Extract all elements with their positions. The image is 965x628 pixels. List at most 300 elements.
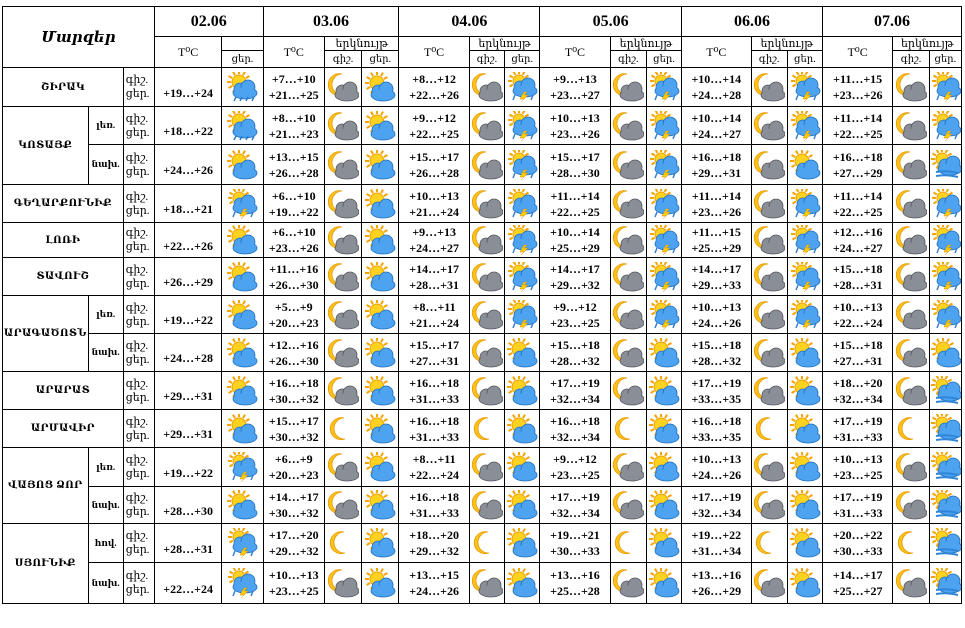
moon-cloud-icon xyxy=(470,150,504,180)
day-weather-cell xyxy=(929,223,961,258)
night-weather-cell xyxy=(324,334,361,372)
temp-range-cell xyxy=(822,258,892,296)
date-header: 05.06 xyxy=(540,7,682,37)
night-label: գիշ. xyxy=(125,377,149,390)
subregion-label: լեռ. xyxy=(88,296,123,334)
day-temp: +30…+33 xyxy=(550,544,600,558)
sun-storm-icon xyxy=(647,300,681,330)
temp-range-cell xyxy=(682,223,751,258)
day-weather-cell xyxy=(929,563,961,604)
sun-cloud-icon xyxy=(505,490,539,520)
night-temp: +15…+17 xyxy=(550,149,600,164)
temp-range-cell xyxy=(682,185,751,223)
region-name: ԼՈՌԻ xyxy=(3,223,124,258)
day-weather-cell xyxy=(646,487,681,524)
moon-cloud-icon xyxy=(325,262,361,292)
moon-cloud-icon xyxy=(752,262,787,292)
sun-cloud-icon xyxy=(788,452,822,482)
sun-cloud-icon xyxy=(647,452,681,482)
day-weather-cell xyxy=(787,372,822,410)
sun-cloud-icon xyxy=(362,111,398,141)
sun-cloud-icon xyxy=(222,150,262,180)
moon-cloud-icon xyxy=(752,338,787,368)
day-temp: +27…+29 xyxy=(832,165,883,180)
time-labels xyxy=(123,223,154,258)
night-weather-cell xyxy=(751,107,787,145)
night-label: գիշ. xyxy=(125,301,149,314)
weather-cell xyxy=(222,107,263,145)
day-weather-cell xyxy=(787,487,822,524)
temp-range-cell xyxy=(822,524,892,563)
subregion-label: լեռ. xyxy=(88,448,123,487)
night-temp: +10…+13 xyxy=(409,188,459,203)
moon-cloud-icon xyxy=(752,225,787,255)
day-temp: +26…+28 xyxy=(268,165,319,180)
night-temp: +18…+20 xyxy=(409,528,459,542)
sun-storm-icon xyxy=(222,528,262,558)
sun-cloud-icon xyxy=(222,376,262,406)
night-weather-cell xyxy=(893,372,929,410)
sun-cloud-icon xyxy=(788,414,822,444)
sun-cloud-icon xyxy=(505,568,539,598)
night-temp: +19…+21 xyxy=(550,528,600,542)
day-weather-cell xyxy=(362,372,399,410)
day-temp: +22…+26 xyxy=(409,88,459,102)
sun-cloud-icon xyxy=(362,376,398,406)
day-weather-cell xyxy=(505,563,540,604)
sun-wind-icon xyxy=(930,568,961,598)
moon-cloud-icon xyxy=(325,300,361,330)
day-weather-cell xyxy=(787,334,822,372)
night-weather-cell xyxy=(469,68,504,107)
day-temp: +25…+29 xyxy=(550,241,600,255)
sun-storm-icon xyxy=(505,72,539,102)
sun-cloud-icon xyxy=(222,414,262,444)
day-temp: +19…+22 xyxy=(163,313,213,327)
night-temp: +10…+13 xyxy=(832,452,883,466)
night-temp: +11…+14 xyxy=(833,188,883,203)
time-labels xyxy=(123,524,154,563)
time-labels xyxy=(123,410,154,448)
date-header: 06.06 xyxy=(682,7,823,37)
sun-cloud-icon xyxy=(788,490,822,520)
temp-range-cell xyxy=(399,145,469,185)
moon-cloud-icon xyxy=(611,225,646,255)
temp-range-cell xyxy=(822,107,892,145)
temp-range-cell xyxy=(682,372,751,410)
temp-range-cell xyxy=(263,372,324,410)
weather-cell xyxy=(222,334,263,372)
sun-storm-icon xyxy=(505,300,539,330)
table-row xyxy=(3,68,962,107)
moon-cloud-icon xyxy=(893,376,928,406)
moon-cloud-icon xyxy=(611,452,646,482)
day-temp: +31…+33 xyxy=(409,506,459,520)
temp-range-cell xyxy=(263,448,324,487)
night-temp: +17…+19 xyxy=(832,413,883,428)
night-label: գիշ. xyxy=(125,454,149,466)
day-weather-cell xyxy=(646,410,681,448)
sun-cloud-icon xyxy=(222,490,262,520)
night-weather-cell xyxy=(610,372,646,410)
time-labels xyxy=(123,68,154,107)
day-header: ցեր. xyxy=(362,51,399,68)
night-temp: +8…+10 xyxy=(271,110,316,125)
night-weather-cell xyxy=(751,296,787,334)
sun-cloud-icon xyxy=(505,338,539,368)
day-temp: +31…+34 xyxy=(691,544,742,558)
temp-range-cell xyxy=(540,107,610,145)
weather-cell xyxy=(222,185,263,223)
forecast-table xyxy=(2,6,962,604)
sun-wind-icon xyxy=(930,150,961,180)
day-temp: +24…+26 xyxy=(409,584,459,598)
moon-cloud-icon xyxy=(611,568,646,598)
night-weather-cell xyxy=(324,487,361,524)
moon-cloud-icon xyxy=(893,262,928,292)
night-weather-cell xyxy=(324,410,361,448)
day-temp-cell xyxy=(154,107,221,145)
day-temp: +28…+31 xyxy=(832,277,883,292)
table-row xyxy=(3,410,962,448)
sun-rain-icon xyxy=(222,72,262,102)
night-weather-cell xyxy=(751,448,787,487)
temp-range-cell xyxy=(682,487,751,524)
temp-range-cell xyxy=(399,334,469,372)
day-temp: +29…+32 xyxy=(550,277,600,292)
sun-rain-icon xyxy=(222,111,262,141)
night-temp: +14…+17 xyxy=(268,490,319,504)
weather-cell xyxy=(222,68,263,107)
day-temp: +27…+31 xyxy=(832,353,883,368)
weather-cell xyxy=(222,296,263,334)
day-temp: +23…+25 xyxy=(832,468,883,482)
moon-cloud-icon xyxy=(611,150,646,180)
day-temp: +21…+24 xyxy=(409,204,459,219)
night-temp: +6…+9 xyxy=(274,452,313,466)
region-name: ԱՐԱԳԱԾՈՏՆ xyxy=(3,296,89,372)
sun-wind-icon xyxy=(930,452,961,482)
temp-range-cell xyxy=(682,296,751,334)
day-temp: +29…+32 xyxy=(268,544,319,558)
day-weather-cell xyxy=(646,145,681,185)
day-temp-cell xyxy=(154,448,221,487)
temp-range-cell xyxy=(263,258,324,296)
temp-range-cell xyxy=(263,185,324,223)
day-weather-cell xyxy=(362,107,399,145)
day-temp-cell xyxy=(154,258,221,296)
night-temp: +11…+16 xyxy=(269,261,319,276)
night-weather-cell xyxy=(751,258,787,296)
moon-cloud-icon xyxy=(470,300,504,330)
day-label: ցեր. xyxy=(125,544,150,556)
day-temp: +22…+24 xyxy=(832,315,883,330)
day-weather-cell xyxy=(787,107,822,145)
day-weather-cell xyxy=(362,223,399,258)
day-temp: +21…+24 xyxy=(409,315,459,330)
day-temp-cell xyxy=(154,487,221,524)
temp-range-cell xyxy=(263,296,324,334)
moon-cloud-icon xyxy=(611,262,646,292)
region-name: ԳԵՂԱՐՔՈՒՆԻՔ xyxy=(3,185,124,223)
day-weather-cell xyxy=(787,223,822,258)
night-weather-cell xyxy=(751,185,787,223)
weather-cell xyxy=(222,145,263,185)
temp-range-cell xyxy=(822,448,892,487)
temp-range-cell xyxy=(682,563,751,604)
night-temp: +13…+16 xyxy=(550,568,600,582)
moon-cloud-icon xyxy=(752,150,787,180)
temp-range-cell xyxy=(399,258,469,296)
temp-range-cell xyxy=(399,448,469,487)
weather-header: երկնույթ xyxy=(324,37,398,51)
subregion-label: լեռ. xyxy=(88,107,123,145)
night-weather-cell xyxy=(324,448,361,487)
day-weather-cell xyxy=(505,448,540,487)
date-header: 04.06 xyxy=(399,7,540,37)
day-temp: +20…+23 xyxy=(268,468,319,482)
day-temp: +28…+30 xyxy=(163,503,213,518)
moon-cloud-icon xyxy=(752,189,787,219)
region-name: ԱՐԱՐԱՏ xyxy=(3,372,124,410)
night-weather-cell xyxy=(893,68,929,107)
sun-cloud-icon xyxy=(362,528,398,558)
day-temp: +30…+33 xyxy=(832,544,883,558)
temp-range-cell xyxy=(822,563,892,604)
sun-cloud-icon xyxy=(362,568,398,598)
weather-header: երկնույթ xyxy=(469,37,539,51)
night-weather-cell xyxy=(324,372,361,410)
day-weather-cell xyxy=(929,145,961,185)
region-name: ԿՈՏԱՅՔ xyxy=(3,107,89,185)
night-weather-cell xyxy=(610,334,646,372)
night-weather-cell xyxy=(610,145,646,185)
day-temp-cell xyxy=(154,68,221,107)
time-labels xyxy=(123,448,154,487)
night-temp: +10…+13 xyxy=(550,110,600,125)
night-temp: +16…+18 xyxy=(268,375,319,390)
day-temp: +26…+28 xyxy=(409,165,459,180)
night-temp: +10…+14 xyxy=(691,110,742,125)
weather-cell xyxy=(222,487,263,524)
sun-cloud-icon xyxy=(505,528,539,558)
day-label: ցեր. xyxy=(125,88,150,100)
night-temp: +6…+10 xyxy=(271,188,316,203)
day-temp: +24…+27 xyxy=(832,241,883,255)
day-header: ցեր. xyxy=(646,51,681,68)
sun-cloud-icon xyxy=(647,376,681,406)
weather-cell xyxy=(222,372,263,410)
temp-range-cell xyxy=(540,223,610,258)
time-labels xyxy=(123,563,154,604)
day-temp: +32…+34 xyxy=(691,506,742,520)
night-temp: +7…+10 xyxy=(271,72,316,86)
moon-icon xyxy=(752,528,787,558)
temp-range-cell xyxy=(540,372,610,410)
moon-cloud-icon xyxy=(893,338,928,368)
subregion-label: նախ. xyxy=(88,334,123,372)
moon-cloud-icon xyxy=(611,111,646,141)
region-name: ՎԱՅՈՑ ՁՈՐ xyxy=(3,448,89,524)
temp-header: T⁰C xyxy=(540,37,610,68)
day-temp-cell xyxy=(154,410,221,448)
night-label: գիշ. xyxy=(125,492,149,504)
moon-cloud-icon xyxy=(752,72,787,102)
sun-cloud-icon xyxy=(788,338,822,368)
sun-cloud-icon xyxy=(788,528,822,558)
night-weather-cell xyxy=(324,296,361,334)
night-temp: +10…+14 xyxy=(691,72,742,86)
time-labels xyxy=(123,185,154,223)
sun-storm-icon xyxy=(647,262,681,292)
day-weather-cell xyxy=(505,223,540,258)
day-temp: +22…+26 xyxy=(163,238,213,253)
day-temp: +21…+23 xyxy=(268,126,319,141)
day-label: ցեր. xyxy=(125,429,150,442)
temp-range-cell xyxy=(540,563,610,604)
day-label: ցեր. xyxy=(125,506,150,518)
moon-cloud-icon xyxy=(611,376,646,406)
night-temp: +13…+16 xyxy=(691,568,742,582)
table-row xyxy=(3,185,962,223)
night-weather-cell xyxy=(469,296,504,334)
sun-cloud-icon xyxy=(505,376,539,406)
night-temp: +14…+17 xyxy=(550,261,600,276)
night-header: գիշ. xyxy=(893,51,929,68)
day-temp: +22…+25 xyxy=(832,126,883,141)
night-weather-cell xyxy=(324,223,361,258)
day-weather-cell xyxy=(929,410,961,448)
sun-cloud-icon xyxy=(505,414,539,444)
day-temp-cell xyxy=(154,372,221,410)
night-temp: +17…+19 xyxy=(550,375,600,390)
day-weather-cell xyxy=(362,258,399,296)
night-temp: +17…+19 xyxy=(691,490,742,504)
night-temp: +11…+15 xyxy=(691,225,741,239)
moon-cloud-icon xyxy=(325,376,361,406)
day-temp: +23…+26 xyxy=(550,126,600,141)
day-weather-cell xyxy=(929,524,961,563)
night-weather-cell xyxy=(751,223,787,258)
moon-cloud-icon xyxy=(893,225,928,255)
day-weather-cell xyxy=(362,563,399,604)
day-header: ցեր. xyxy=(505,51,540,68)
night-temp: +10…+14 xyxy=(550,225,600,239)
day-temp: +22…+24 xyxy=(409,468,459,482)
day-weather-cell xyxy=(646,563,681,604)
night-weather-cell xyxy=(324,145,361,185)
night-weather-cell xyxy=(469,563,504,604)
night-label: գիշ. xyxy=(125,227,149,239)
moon-icon xyxy=(752,414,787,444)
day-temp: +30…+32 xyxy=(268,391,319,406)
day-weather-cell xyxy=(646,258,681,296)
day-weather-cell xyxy=(787,563,822,604)
day-label: ցեր. xyxy=(125,165,150,178)
sun-cloud-icon xyxy=(788,568,822,598)
moon-cloud-icon xyxy=(893,189,928,219)
moon-icon xyxy=(470,414,504,444)
day-temp: +28…+31 xyxy=(409,277,459,292)
night-weather-cell xyxy=(469,223,504,258)
day-weather-cell xyxy=(646,334,681,372)
day-temp: +23…+26 xyxy=(832,88,883,102)
weather-cell xyxy=(222,524,263,563)
day-weather-cell xyxy=(362,448,399,487)
day-temp: +24…+26 xyxy=(691,315,742,330)
sun-cloud-icon xyxy=(362,414,398,444)
night-weather-cell xyxy=(469,410,504,448)
day-weather-cell xyxy=(505,334,540,372)
sun-storm-icon xyxy=(647,189,681,219)
night-temp: +6…+10 xyxy=(271,225,316,239)
temp-range-cell xyxy=(263,524,324,563)
moon-cloud-icon xyxy=(470,452,504,482)
night-weather-cell xyxy=(751,410,787,448)
night-weather-cell xyxy=(893,487,929,524)
temp-range-cell xyxy=(540,145,610,185)
weather-header: երկնույթ xyxy=(751,37,822,51)
subregion-label: նախ. xyxy=(88,487,123,524)
night-weather-cell xyxy=(469,107,504,145)
day-weather-cell xyxy=(929,334,961,372)
day-temp: +23…+26 xyxy=(691,204,742,219)
table-row xyxy=(3,524,962,563)
temp-range-cell xyxy=(399,487,469,524)
day-label: ցեր. xyxy=(125,584,150,596)
day-weather-cell xyxy=(505,107,540,145)
sun-cloud-icon xyxy=(788,150,822,180)
day-weather-cell xyxy=(929,107,961,145)
temp-range-cell xyxy=(682,524,751,563)
night-weather-cell xyxy=(610,107,646,145)
sun-cloud-icon xyxy=(222,262,262,292)
night-weather-cell xyxy=(469,372,504,410)
day-temp: +28…+32 xyxy=(691,353,742,368)
night-weather-cell xyxy=(751,372,787,410)
day-weather-cell xyxy=(505,258,540,296)
day-temp: +33…+35 xyxy=(691,429,742,444)
day-weather-cell xyxy=(505,524,540,563)
night-label: գիշ. xyxy=(125,112,149,125)
table-row xyxy=(3,258,962,296)
night-label: գիշ. xyxy=(125,415,149,428)
sun-storm-icon xyxy=(930,111,961,141)
table-row xyxy=(3,107,962,145)
night-weather-cell xyxy=(751,487,787,524)
night-weather-cell xyxy=(893,563,929,604)
night-temp: +10…+13 xyxy=(691,299,742,314)
date-header: 02.06 xyxy=(154,7,263,37)
temp-header: T⁰C xyxy=(154,37,221,68)
night-temp: +9…+12 xyxy=(412,110,456,125)
temp-range-cell xyxy=(540,258,610,296)
table-row xyxy=(3,334,962,372)
moon-cloud-icon xyxy=(325,568,361,598)
night-header: գիշ. xyxy=(324,51,361,68)
day-weather-cell xyxy=(362,487,399,524)
night-temp: +20…+22 xyxy=(832,528,883,542)
temp-range-cell xyxy=(263,563,324,604)
moon-cloud-icon xyxy=(611,189,646,219)
day-weather-cell xyxy=(929,448,961,487)
moon-cloud-icon xyxy=(893,452,928,482)
temp-range-cell xyxy=(399,410,469,448)
day-temp: +26…+29 xyxy=(163,275,213,289)
time-labels xyxy=(123,296,154,334)
sun-cloud-icon xyxy=(647,414,681,444)
sun-storm-icon xyxy=(647,225,681,255)
